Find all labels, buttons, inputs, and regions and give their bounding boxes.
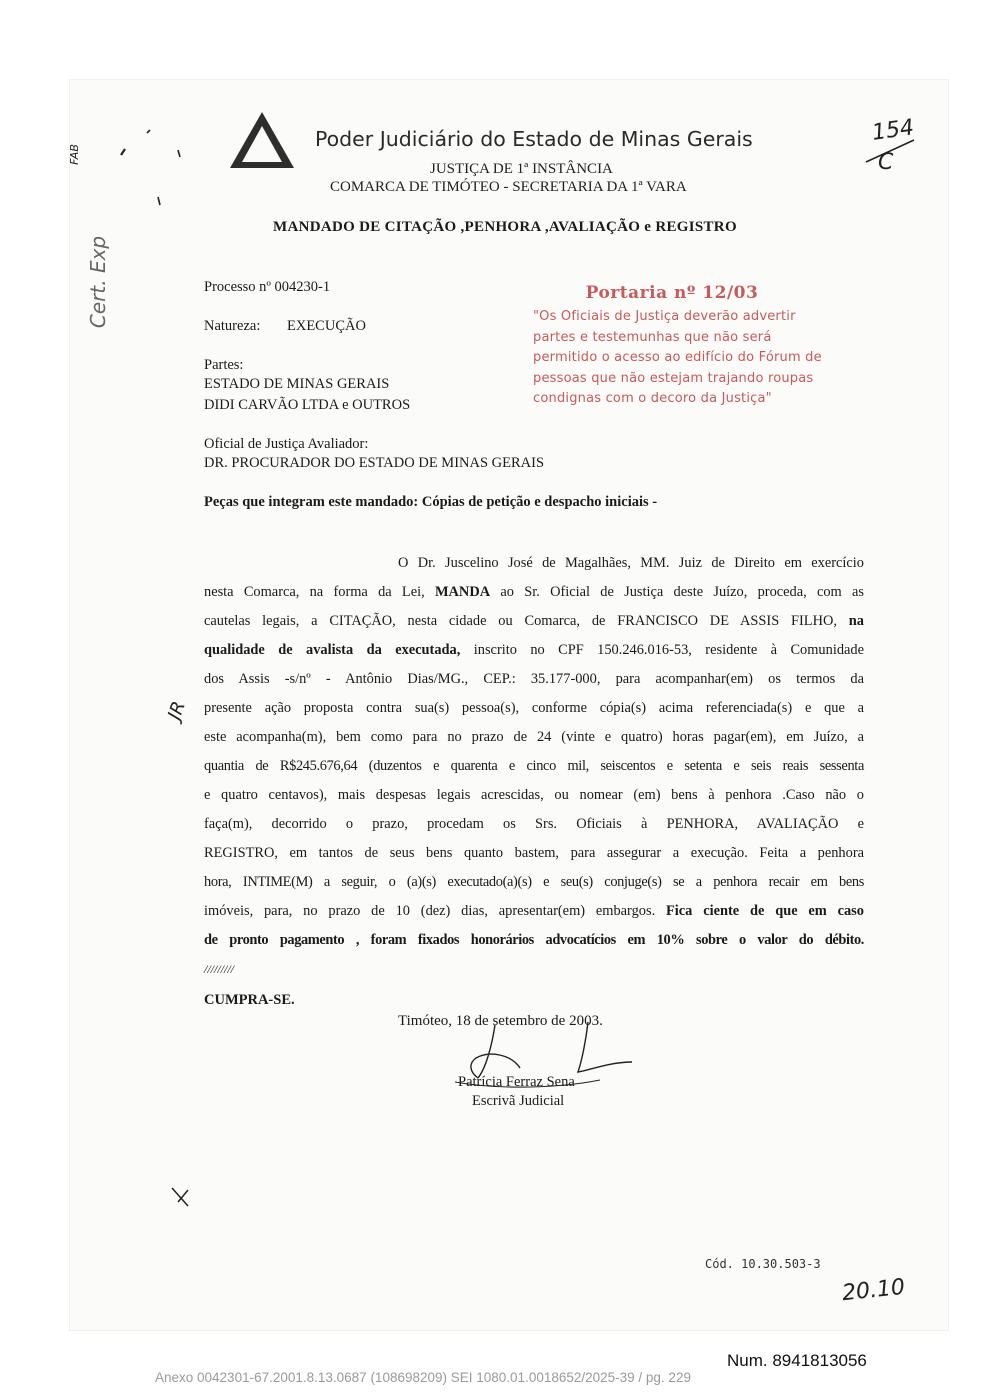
form-code: Cód. 10.30.503-3 — [705, 1257, 821, 1271]
stamp-line: permitido o acesso ao edifício do Fórum de — [533, 350, 822, 365]
footer-reference: Anexo 0042301-67.2001.8.13.0687 (108698209) SEI 1080.01.0018652/2025-39 / pg. 229 — [155, 1370, 691, 1385]
stamp-line: "Os Oficiais de Justiça deverão advertir — [533, 309, 796, 324]
body-line: cautelas legais, a CITAÇÃO, nesta cidade ou Comarca, de FRANCISCO DE ASSIS FILHO, na — [204, 613, 864, 629]
body-line: este acompanha(m), bem como para no prazo de 24 (vinte e quatro) horas pagar(em), em Juízo, a — [204, 729, 864, 745]
body-line: e quatro centavos), mais despesas legais acrescidas, ou nomear (em) bens à penhora .Caso não o — [204, 787, 864, 803]
handwritten-page-sub: C — [878, 150, 894, 175]
body-line: faça(m), decorrido o prazo, procedam os Srs. Oficiais à PENHORA, AVALIAÇÃO e — [204, 816, 864, 832]
nature-label: Natureza: — [204, 318, 261, 334]
body-line: de pronto pagamento , foram fixados honorários advocatícios em 10% sobre o valor do débito. — [204, 932, 864, 948]
officer-label: Oficial de Justiça Avaliador: — [204, 436, 369, 452]
body-line: qualidade de avalista da executada, inscrito no CPF 150.246.016-53, residente à Comunidade — [204, 642, 864, 658]
nature-value: EXECUÇÃO — [287, 318, 366, 334]
portaria-stamp — [533, 283, 833, 410]
court-title: Poder Judiciário do Estado de Minas Gerais — [315, 127, 753, 151]
signer-role: Escrivã Judicial — [472, 1093, 565, 1109]
handwritten-initials: JR — [163, 698, 190, 723]
cumpra-se: CUMPRA-SE. — [204, 992, 295, 1008]
body-line: quantia de R$245.676,64 (duzentos e quarenta e cinco mil, seiscentos e setenta e seis reais sessenta — [204, 758, 864, 774]
document-number: Num. 8941813056 — [727, 1351, 867, 1370]
tjmg-logo-icon — [228, 110, 296, 170]
body-line: ///////// — [204, 962, 235, 976]
body-line: REGISTRO, em tantos de seus bens quanto bastem, para assegurar a execução. Feita a penhora — [204, 845, 864, 861]
body-line: nesta Comarca, na forma da Lei, MANDA ao Sr. Oficial de Justiça deste Juízo, proceda, com as — [204, 584, 864, 600]
comarca-line: COMARCA DE TIMÓTEO - SECRETARIA DA 1ª VARA — [330, 179, 687, 195]
body-line: dos Assis -s/nº - Antônio Dias/MG., CEP.: 35.177-000, para acompanhar(em) os termos da — [204, 671, 864, 687]
body-line: hora, INTIME(M) a seguir, o (a)(s) executado(a)(s) e seu(s) conjuge(s) se a penhora recair em bens — [204, 874, 864, 890]
body-line: O Dr. Juscelino José de Magalhães, MM. Juiz de Direito em exercício — [398, 555, 864, 571]
attached-pieces: Peças que integram este mandado: Cópias de petição e despacho iniciais - — [204, 494, 658, 510]
signer-name: Patrícia Ferraz Sena — [458, 1074, 575, 1090]
date-line: Timóteo, 18 de setembro de 2003. — [398, 1013, 603, 1029]
officer-value: DR. PROCURADOR DO ESTADO DE MINAS GERAIS — [204, 455, 545, 471]
process-number: Processo nº 004230-1 — [204, 279, 331, 295]
party-1: ESTADO DE MINAS GERAIS — [204, 376, 390, 392]
handwritten-bottom-number: 20.10 — [840, 1274, 907, 1307]
parties-label: Partes: — [204, 357, 244, 373]
stamp-line: condignas com o decoro da Justiça" — [533, 391, 772, 406]
handwritten-vertical-note: Cert. Exp — [86, 235, 111, 329]
body-line: imóveis, para, no prazo de 10 (dez) dias, apresentar(em) embargos. Fica ciente de que em caso — [204, 903, 864, 919]
mandate-body — [204, 549, 864, 984]
document-title: MANDADO DE CITAÇÃO ,PENHORA ,AVALIAÇÃO e REGISTRO — [273, 219, 737, 235]
handwritten-margin-note: FAB — [67, 144, 81, 165]
stamp-line: pessoas que não estejam trajando roupas — [533, 370, 814, 386]
handwritten-page-number: 154 — [870, 115, 916, 146]
stamp-title: Portaria nº 12/03 — [585, 283, 759, 303]
instance-line: JUSTIÇA DE 1ª INSTÂNCIA — [430, 161, 613, 177]
party-2: DIDI CARVÃO LTDA e OUTROS — [204, 397, 411, 413]
body-line: presente ação proposta contra sua(s) pessoa(s), conforme cópia(s) acima referenciada(s) e que a — [204, 700, 864, 716]
stamp-line: partes e testemunhas que não será — [533, 329, 772, 345]
